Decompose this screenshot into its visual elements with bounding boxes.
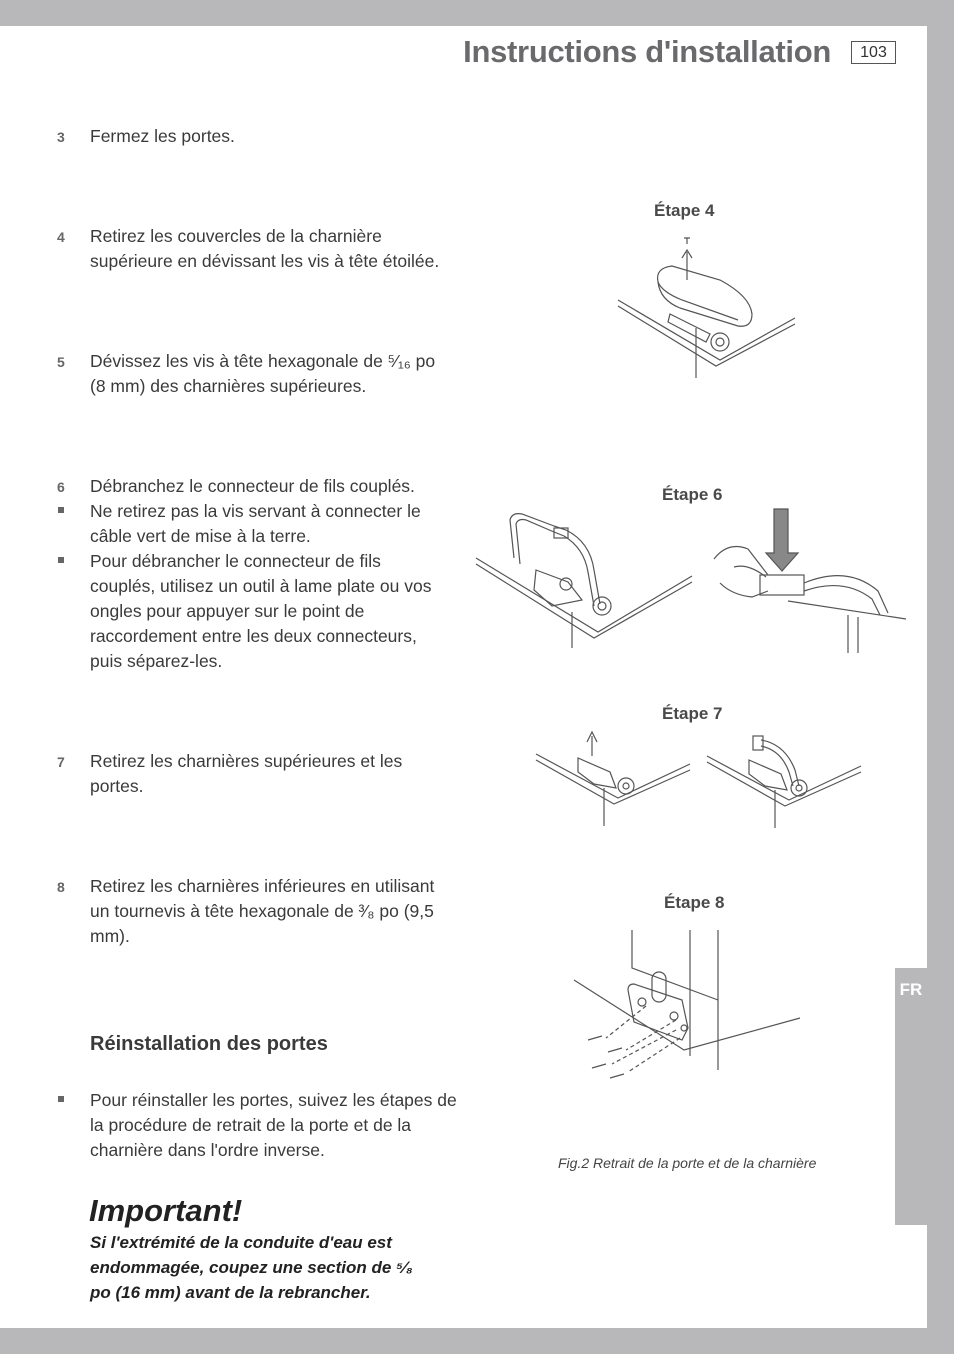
figure-label-step4: Étape 4 [654, 201, 715, 220]
language-tab-label: FR [899, 980, 923, 999]
page-number: 103 [851, 41, 896, 64]
step-number: 6 [57, 479, 65, 495]
step-text: Fermez les portes. [90, 126, 235, 146]
important-text: Si l'extrémité de la conduite d'eau est endommagée, coupez une section de ⁵⁄₈ po (16 mm) avant de la rebrancher. [90, 1233, 413, 1302]
lower-hinge-illustration [572, 928, 804, 1088]
figure-caption: Fig.2 Retrait de la porte et de la charnière [558, 1155, 817, 1171]
step6-bullet-1: Ne retirez pas la vis servant à connecter le câble vert de mise à la terre. [90, 501, 421, 546]
step-number: 7 [57, 754, 65, 770]
important-title: Important! [89, 1193, 243, 1228]
step-number: 8 [57, 879, 65, 895]
figure-label-step6: Étape 6 [662, 485, 723, 504]
step-text: Retirez les charnières supérieures et les portes. [90, 751, 403, 796]
bullet-marker [58, 1096, 64, 1102]
upper-hinge-wires-illustration [705, 730, 865, 830]
step-text: Débranchez le connecteur de fils couplés. [90, 476, 415, 496]
step-text: Dévissez les vis à tête hexagonale de ⁵⁄₁₆ po (8 mm) des charnières supérieures. [90, 351, 436, 396]
bullet-marker [58, 507, 64, 513]
reinstall-bullet: Pour réinstaller les portes, suivez les étapes de la procédure de retrait de la porte et de la charnière dans l'ordre inverse. [90, 1090, 457, 1160]
step-text: Retirez les charnières inférieures en utilisant un tournevis à tête hexagonale de ³⁄₈ po (9,5 mm). [90, 876, 435, 946]
step-number: 4 [57, 229, 65, 245]
section-heading: Réinstallation des portes [90, 1033, 328, 1055]
step-text: Retirez les couvercles de la charnière supérieure en dévissant les vis à tête étoilée. [90, 226, 440, 271]
step6-bullet-2: Pour débrancher le connecteur de fils couplés, utilisez un outil à lame plate ou vos ongles pour appuyer sur le point de raccordement entre les deux connecteurs, puis séparez-les. [90, 551, 432, 671]
language-tab[interactable] [895, 968, 927, 1225]
upper-hinge-illustration [534, 728, 694, 828]
hinge-cover-illustration [610, 230, 800, 380]
connector-press-illustration [708, 505, 908, 655]
figure-label-step7: Étape 7 [662, 704, 723, 723]
step-number: 5 [57, 354, 65, 370]
step-number: 3 [57, 129, 65, 145]
figure-label-step8: Étape 8 [664, 893, 725, 912]
bullet-marker [58, 557, 64, 563]
wire-connector-illustration [474, 510, 694, 650]
page-title: Instructions d'installation [463, 34, 831, 69]
